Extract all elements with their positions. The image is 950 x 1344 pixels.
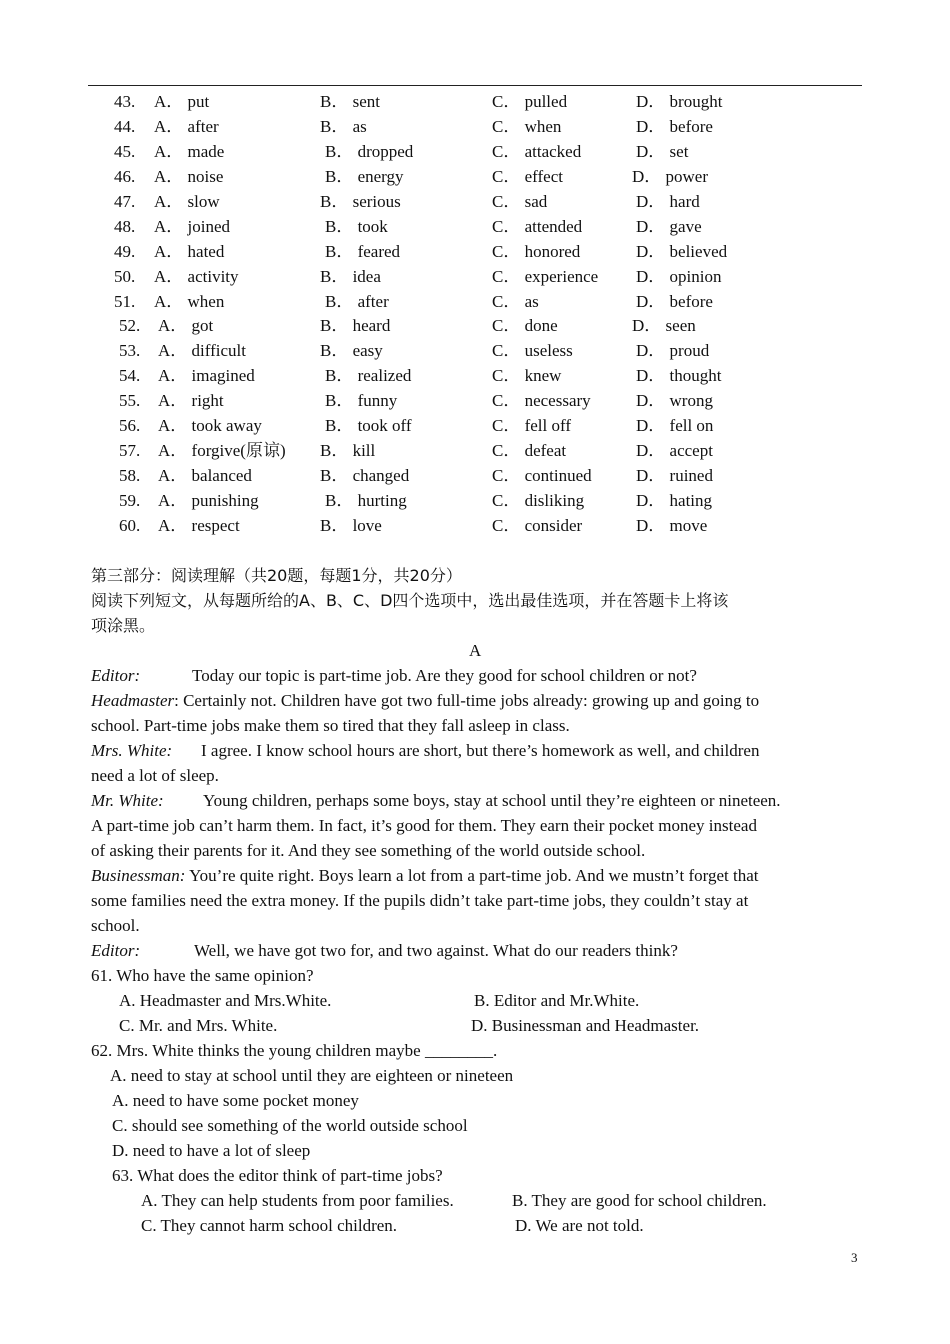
speech-text: You’re quite right. Boys learn a lot from a part-time job. And we mustn’t forget that [189,866,759,885]
option-d: D． fell on [636,416,714,436]
section-title: 第三部分：阅读理解（共20题，每题1分，共20分） [91,566,462,585]
option-b: B． kill [320,441,376,461]
option-row [0,438,950,463]
question-option: A. need to have some pocket money [112,1091,359,1110]
header-rule [88,85,862,86]
option-d: D． power [632,166,709,186]
option-c: C． pulled [492,92,568,111]
option-d: D． wrong [636,391,713,411]
option-d: D． thought [636,366,722,386]
speaker-headmaster: Headmaster [91,691,175,710]
question-option: A. need to stay at school until they are eighteen or nineteen [110,1066,514,1085]
option-a: A． respect [158,515,240,535]
speech-line [91,688,759,713]
option-c: C． sad [492,191,548,211]
option-a: A． got [158,316,214,336]
option-row [0,89,950,114]
speech-text: Well, we have got two for, and two against. What do our readers think? [194,941,678,960]
option-a: A． put [154,92,210,111]
option-row [0,388,950,413]
question-option: D. We are not told. [515,1216,644,1235]
passage-label: A [469,641,482,660]
option-c: C． consider [492,515,583,535]
option-b: B． took [325,216,388,236]
speech-text: : Certainly not. Children have got two full-time jobs already: growing up and going to [174,691,760,710]
option-a: A． after [154,116,219,136]
question-number: 51. [114,291,136,311]
option-c: C． fell off [492,416,572,436]
speaker-editor: Editor: [91,941,141,960]
speech-text: Young children, perhaps some boys, stay at school until they’re eighteen or nineteen. [203,791,781,810]
option-b: B． feared [325,241,401,261]
option-a: A． punishing [158,491,259,511]
option-d: D． gave [636,216,702,236]
question-option: D. need to have a lot of sleep [112,1141,311,1160]
option-row [0,413,950,438]
speech-text: A part-time job can’t harm them. In fact, it’s good for them. They earn their pocket money instead [91,816,757,835]
option-d: D． seen [632,316,696,336]
option-b: B． as [320,116,367,136]
question-number: 44. [114,116,136,136]
option-a: A． hated [154,241,225,261]
question-number: 52. [119,316,141,336]
option-row [0,338,950,363]
option-b: B． heard [320,316,391,336]
speaker-mr-white: Mr. White: [91,791,164,810]
option-c: C． attended [492,216,583,236]
option-c: C． experience [492,266,599,286]
question-63: 63. What does the editor think of part-time jobs? [112,1166,443,1185]
speaker-editor: Editor: [91,666,141,685]
question-number: 43. [114,92,136,111]
option-c: C． necessary [492,391,591,411]
option-b: B． hurting [325,491,407,511]
option-d: D． move [636,515,708,535]
option-row [0,239,950,264]
question-62: 62. Mrs. White thinks the young children maybe ________. [91,1041,498,1060]
option-row [0,513,950,538]
option-d: D． brought [636,92,723,111]
option-a: A． slow [154,191,220,211]
question-number: 59. [119,491,141,511]
option-d: D． hard [636,191,700,211]
option-b: B． changed [320,466,410,486]
question-option: D. Businessman and Headmaster. [471,1016,700,1035]
question-number: 53. [119,341,141,361]
question-option: C. They cannot harm school children. [141,1216,398,1235]
option-b: B． took off [325,416,412,436]
option-c: C． attacked [492,141,582,161]
option-d: D． believed [636,241,728,261]
section-instruction-line-1: 阅读下列短文，从每题所给的A、B、C、D四个选项中，选出最佳选项，并在答题卡上将该 [91,591,729,610]
option-b: B． easy [320,341,383,361]
option-c: C． effect [492,166,563,186]
option-row [0,313,950,338]
option-c: C． disliking [492,491,585,511]
speech-text: need a lot of sleep. [91,766,219,785]
option-b: B． after [325,291,389,311]
option-c: C． honored [492,241,581,261]
option-row [0,289,950,314]
option-c: C． useless [492,341,573,361]
question-number: 46. [114,166,136,186]
speech-text: I agree. I know school hours are short, but there’s homework as well, and children [201,741,760,760]
speech-text: school. [91,916,140,935]
question-number: 48. [114,216,136,236]
question-number: 45. [114,141,136,161]
speech-text: school. Part-time jobs make them so tired that they fall asleep in class. [91,716,570,735]
option-row [0,363,950,388]
option-c: C． as [492,291,539,311]
option-a: A． joined [154,216,231,236]
question-61: 61. Who have the same opinion? [91,966,314,985]
speech-text: of asking their parents for it. And they see something of the world outside school. [91,841,646,860]
option-c: C． continued [492,466,592,486]
speaker-mrs-white: Mrs. White: [91,741,173,760]
question-option: A. They can help students from poor families. [141,1191,454,1210]
page-number: 3 [851,1250,858,1265]
question-option: B. They are good for school children. [512,1191,767,1210]
option-row [0,463,950,488]
speech-line [91,863,759,888]
speech-text: some families need the extra money. If the pupils didn’t take part-time jobs, they couldn’t stay at [91,891,749,910]
option-b: B． love [320,515,382,535]
option-a: A． forgive(原谅) [158,441,286,461]
option-b: B． serious [320,191,401,211]
question-number: 47. [114,191,136,211]
option-d: D． hating [636,491,713,511]
option-row [0,114,950,139]
question-option: C. should see something of the world outside school [112,1116,468,1135]
option-c: C． when [492,116,562,136]
option-row [0,189,950,214]
option-d: D． before [636,291,713,311]
section-instruction-line-2: 项涂黑。 [91,616,156,635]
speaker-businessman: Businessman: [91,866,186,885]
option-a: A． when [154,291,225,311]
option-b: B． dropped [325,141,414,161]
option-d: D． set [636,141,689,161]
question-number: 60. [119,515,141,535]
question-number: 50. [114,266,136,286]
option-a: A． right [158,391,224,411]
option-d: D． accept [636,441,713,461]
question-option: A. Headmaster and Mrs.White. [119,991,332,1010]
option-row [0,139,950,164]
question-number: 55. [119,391,141,411]
option-d: D． before [636,116,713,136]
option-c: C． defeat [492,441,567,461]
option-c: C． done [492,316,558,336]
option-a: A． difficult [158,341,246,361]
option-c: C． knew [492,366,562,386]
option-d: D． opinion [636,266,722,286]
option-b: B． sent [320,92,380,111]
option-b: B． realized [325,366,412,386]
option-row [0,264,950,289]
option-b: B． funny [325,391,398,411]
option-a: A． activity [154,266,239,286]
question-option: C. Mr. and Mrs. White. [119,1016,278,1035]
option-row [0,214,950,239]
question-number: 56. [119,416,141,436]
option-a: A． imagined [158,366,255,386]
question-number: 58. [119,466,141,486]
option-a: A． balanced [158,466,252,486]
option-b: B． idea [320,266,381,286]
option-a: A． took away [158,416,262,436]
option-a: A． made [154,141,225,161]
question-number: 49. [114,241,136,261]
option-row [0,488,950,513]
question-option: B. Editor and Mr.White. [474,991,640,1010]
option-d: D． proud [636,341,710,361]
question-number: 54. [119,366,141,386]
option-a: A． noise [154,166,224,186]
option-b: B． energy [325,166,404,186]
question-number: 57. [119,441,141,461]
speech-text: Today our topic is part-time job. Are they good for school children or not? [192,666,697,685]
option-row [0,164,950,189]
option-d: D． ruined [636,466,713,486]
